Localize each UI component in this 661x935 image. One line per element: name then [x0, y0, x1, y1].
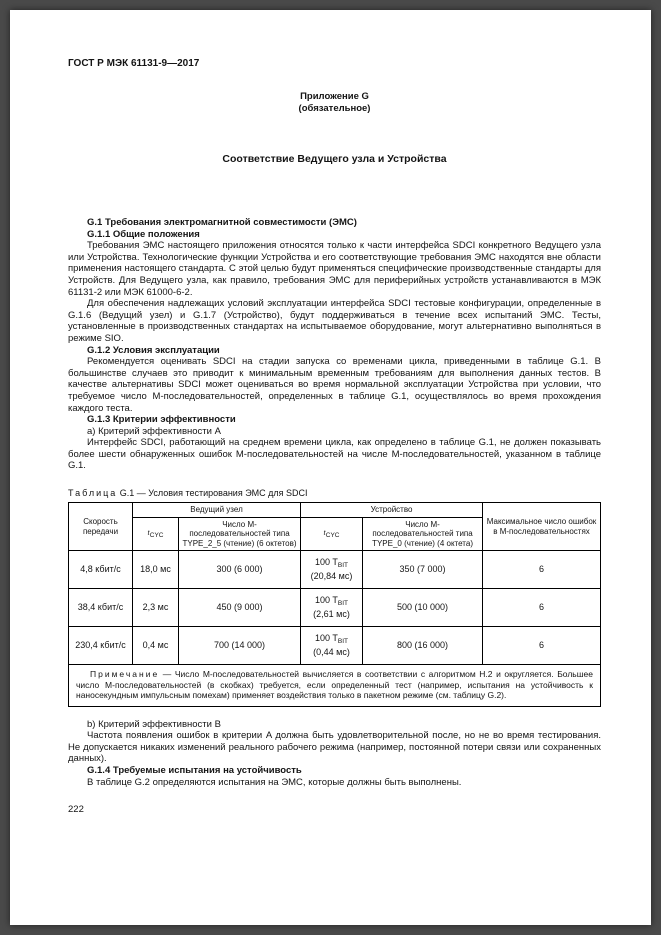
note-label: Примечание	[90, 669, 160, 680]
device-tcyc-time: (0,44 мс)	[313, 647, 350, 658]
tcyc-symbol: t	[147, 527, 150, 537]
cell-max-errors: 6	[483, 627, 601, 665]
cell-device-tcyc	[301, 589, 363, 627]
note-dash: —	[162, 669, 172, 680]
cell-device-count: 800 (16 000)	[363, 627, 483, 665]
table-note	[69, 665, 601, 707]
paragraph-g13-2: Частота появления ошибок в критерии A должна быть удовлетворительной после, но не во время тестирования. Не допускается никаких изменений реального рабочего режима (например, постоянной потери связи или сохраненных данных).	[68, 730, 601, 765]
col-header-device-tcyc	[301, 517, 363, 551]
device-tcyc-subscript: BIT	[337, 600, 348, 608]
table-row	[69, 627, 601, 665]
col-group-device: Устройство	[301, 503, 483, 518]
appendix-block	[68, 91, 601, 115]
col-header-master-count: Число M-последовательностей типа TYPE_2_5 (чтение) (6 октетов)	[179, 517, 301, 551]
col-header-device-count: Число M-последовательностей типа TYPE_0 (чтение) (4 октета)	[363, 517, 483, 551]
note-text: Число M-последовательностей вычисляется в соответствии с алгоритмом H.2 и округляется. Большее число M-последовательностей (в скобках) требуется, если определенный тест (например, испытания на устойчивость к наносекундным импульсным помехам) применяет воздействия только в пакетном режиме (см. таблицу G.2).	[76, 669, 593, 701]
device-tcyc-subscript: BIT	[337, 562, 348, 570]
device-tcyc-value: 100 T	[315, 595, 338, 606]
heading-g11: G.1.1 Общие положения	[87, 228, 200, 240]
paragraph-g12-1: Рекомендуется оценивать SDCI на стадии запуска со временами цикла, приведенными в таблице G.1. В большинстве случаев это приводит к минимальным временным требованиям для выполнения данных тестов. В качестве альтернативы SDCI может оцениваться во время нормальной эксплуатации Устройства при условии, что требуемое число M-последовательностей, определенных в таблице G.1, осуществлялось во время прохождения каждого теста.	[68, 356, 601, 414]
appendix-label: Приложение G	[300, 91, 369, 102]
appendix-title: Соответствие Ведущего узла и Устройства	[222, 153, 447, 165]
table-header-row-groups	[69, 503, 601, 518]
col-header-speed: Скорость передачи	[69, 503, 133, 551]
cell-max-errors: 6	[483, 589, 601, 627]
cell-master-count: 450 (9 000)	[179, 589, 301, 627]
list-item-criterion-a: a) Критерий эффективности A	[87, 425, 221, 437]
heading-g14: G.1.4 Требуемые испытания на устойчивость	[87, 764, 302, 776]
table-note-row	[69, 665, 601, 707]
col-group-master: Ведущий узел	[133, 503, 301, 518]
table-caption-word: Таблица	[68, 488, 118, 499]
page-number: 222	[68, 804, 84, 816]
cell-master-tcyc: 18,0 мс	[133, 551, 179, 589]
document-body	[68, 217, 601, 815]
table-caption	[68, 488, 601, 498]
col-header-master-tcyc	[133, 517, 179, 551]
heading-g1: G.1 Требования электромагнитной совместимости (ЭМС)	[87, 217, 357, 228]
table-row	[69, 589, 601, 627]
col-header-max-errors: Максимальное число ошибок в M-последовательностях	[483, 503, 601, 551]
table-g1-emc-test-conditions	[68, 502, 601, 707]
table-caption-text: G.1 — Условия тестирования ЭМС для SDCI	[117, 488, 308, 499]
cell-speed: 4,8 кбит/с	[69, 551, 133, 589]
cell-speed: 230,4 кбит/с	[69, 627, 133, 665]
cell-max-errors: 6	[483, 551, 601, 589]
device-tcyc-time: (2,61 мс)	[313, 609, 350, 620]
heading-g13: G.1.3 Критерии эффективности	[87, 414, 236, 426]
cell-device-tcyc	[301, 627, 363, 665]
list-item-criterion-b: b) Критерий эффективности B	[87, 718, 221, 730]
device-tcyc-time: (20,84 мс)	[310, 571, 353, 582]
doc-code-header: ГОСТ Р МЭК 61131-9—2017	[68, 58, 200, 69]
tcyc-subscript: CYC	[325, 531, 340, 539]
device-tcyc-value: 100 T	[315, 633, 338, 644]
paragraph-g13-1: Интерфейс SDCI, работающий на среднем времени цикла, как определено в таблице G.1, не должен показывать более шести обнаруженных ошибок M-последовательностей на числе M-последовательностей, указанном в таблице G.1.	[68, 437, 601, 472]
tcyc-symbol: t	[323, 527, 326, 537]
tcyc-subscript: CYC	[149, 531, 164, 539]
cell-device-tcyc	[301, 551, 363, 589]
cell-master-count: 300 (6 000)	[179, 551, 301, 589]
appendix-type: (обязательное)	[298, 103, 371, 114]
device-tcyc-value: 100 T	[315, 557, 338, 568]
table-row	[69, 551, 601, 589]
document-page	[10, 10, 651, 925]
cell-master-tcyc: 0,4 мс	[133, 627, 179, 665]
cell-master-tcyc: 2,3 мс	[133, 589, 179, 627]
device-tcyc-subscript: BIT	[337, 638, 348, 646]
paragraph-g14-1: В таблице G.2 определяются испытания на ЭМС, которые должны быть выполнены.	[87, 776, 462, 788]
section-after-table	[68, 719, 601, 789]
paragraph-g11-1: Требования ЭМС настоящего приложения относятся только к части интерфейса SDCI конкретного Ведущего узла или Устройства. Технологические функции Устройства и его соответствующие требования ЭМС находятся вне области применения настоящего стандарта. С этой целью будут применяться специфические производственные стандарты для Устройств. Для Ведущего узла, как правило, требования ЭМС для периферийных устройств устанавливаются в МЭК 61131-2 или МЭК 61000-6-2.	[68, 240, 601, 298]
cell-master-count: 700 (14 000)	[179, 627, 301, 665]
cell-device-count: 500 (10 000)	[363, 589, 483, 627]
heading-g12: G.1.2 Условия эксплуатации	[87, 344, 220, 356]
cell-speed: 38,4 кбит/с	[69, 589, 133, 627]
paragraph-g11-2: Для обеспечения надлежащих условий эксплуатации интерфейса SDCI тестовые конфигурации, определенные в G.1.6 (Ведущий узел) и G.1.7 (Устройство), будут поддерживаться в течение всех испытаний ЭМС. Тесты, установленные в производственных стандартах на испытываемое оборудование, могут альтернативно выполняться в режиме SIO.	[68, 298, 601, 344]
cell-device-count: 350 (7 000)	[363, 551, 483, 589]
